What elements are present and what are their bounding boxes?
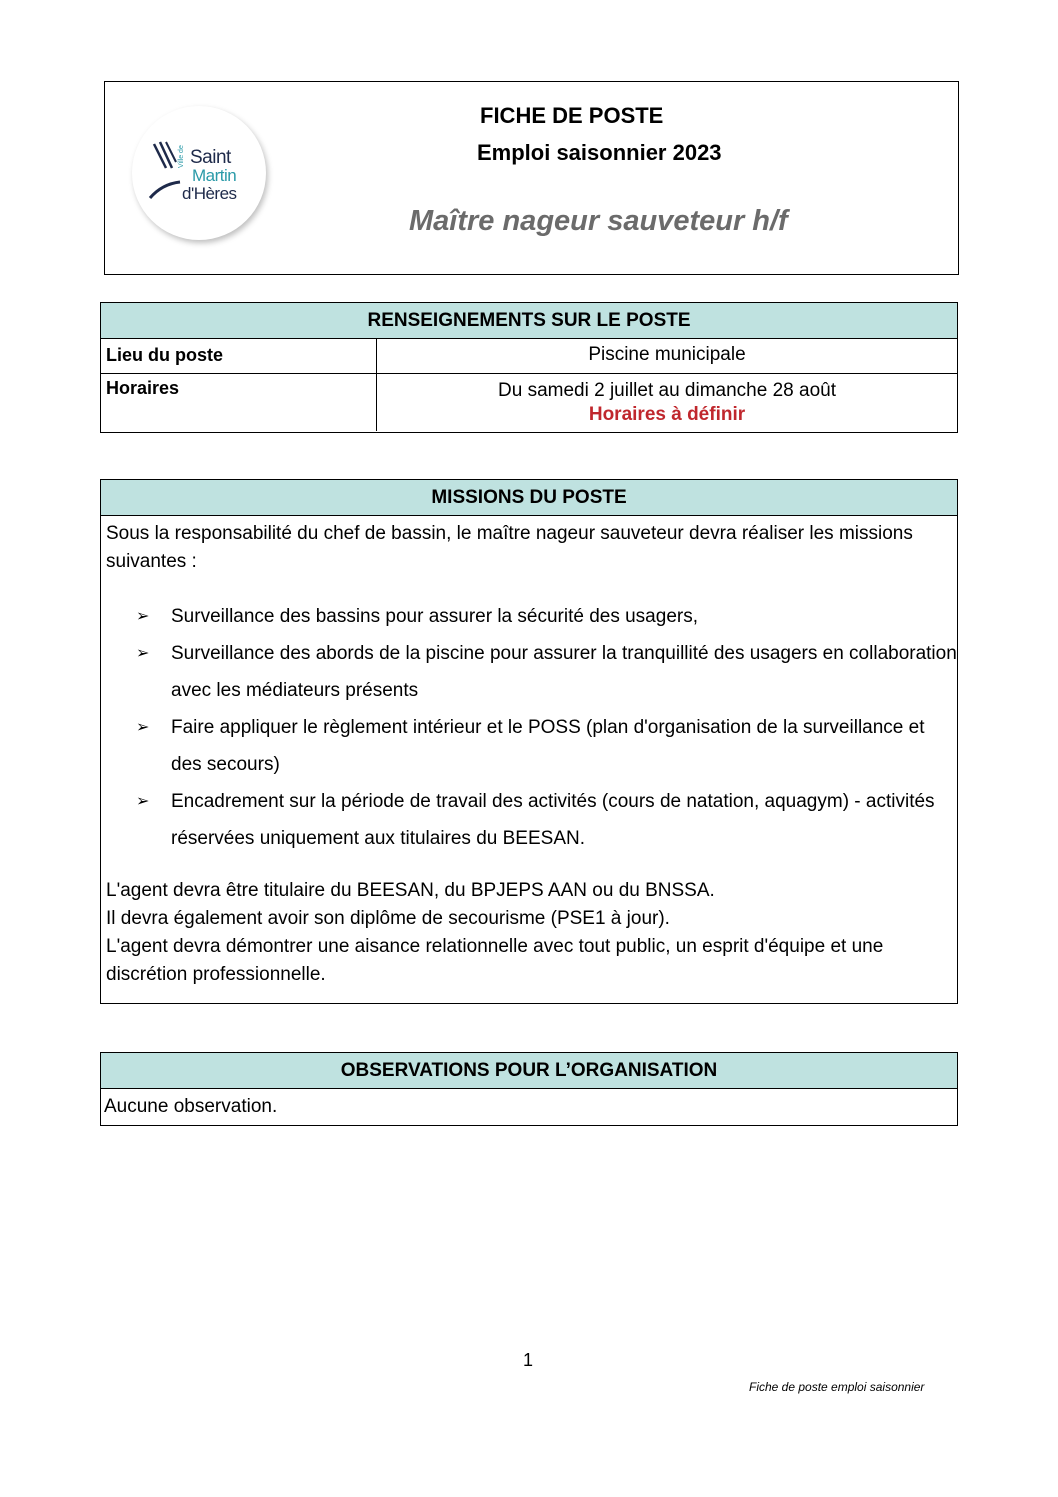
logo-saint: Saint: [190, 147, 231, 168]
horaires-label: Horaires: [101, 374, 377, 431]
lieu-value: Piscine municipale: [588, 344, 746, 365]
horaires-value: Du samedi 2 juillet au dimanche 28 août: [498, 380, 836, 401]
logo-heres: d'Hères: [182, 184, 237, 203]
requirements: [101, 865, 957, 993]
horaires-note: Horaires à définir: [588, 404, 746, 425]
horaires-row: [101, 374, 957, 432]
footer-text: Fiche de poste emploi saisonnier: [749, 1380, 925, 1394]
list-item: ➢ Faire appliquer le règlement intérieur et le POSS (plan d'organisation de la surveillance et des secours): [136, 709, 957, 783]
missions-section: [100, 479, 958, 1004]
page-number: 1: [523, 1350, 534, 1370]
requirement-soft-skills: L'agent devra démontrer une aisance relationnelle avec tout public, un esprit d'équipe et une discrétion professionnelle.: [106, 936, 884, 985]
missions-heading: MISSIONS DU POSTE: [101, 480, 957, 516]
arrow-bullet-icon: ➢: [136, 608, 150, 625]
lieu-row: [101, 339, 957, 374]
observations-section: [100, 1052, 958, 1126]
observations-text: Aucune observation.: [104, 1096, 278, 1117]
arrow-bullet-icon: ➢: [136, 645, 150, 662]
arrow-bullet-icon: ➢: [136, 719, 150, 736]
missions-intro: Sous la responsabilité du chef de bassin, le maître nageur sauveteur devra réaliser les missions suivantes :: [106, 523, 913, 572]
requirement-first-aid: Il devra également avoir son diplôme de secourisme (PSE1 à jour).: [106, 908, 670, 929]
document-title: FICHE DE POSTE: [480, 103, 664, 128]
arrow-bullet-icon: ➢: [136, 793, 150, 810]
list-item: ➢ Surveillance des bassins pour assurer la sécurité des usagers,: [136, 598, 957, 635]
lieu-label: Lieu du poste: [101, 339, 377, 373]
missions-list: [101, 598, 957, 857]
logo-martin: Martin: [192, 166, 237, 185]
logo-ville-de: Ville de: [178, 145, 185, 168]
saint-martin-dheres-logo: [132, 106, 266, 240]
list-item: ➢ Encadrement sur la période de travail des activités (cours de natation, aquagym) - activités réservées uniquement aux titulaires du BEESAN.: [136, 783, 957, 857]
document-subtitle: Emploi saisonnier 2023: [477, 140, 722, 165]
list-item: ➢ Surveillance des abords de la piscine pour assurer la tranquillité des usagers en collaboration avec les médiateurs présents: [136, 635, 957, 709]
observations-heading: OBSERVATIONS POUR L’ORGANISATION: [101, 1053, 957, 1089]
renseignements-heading: RENSEIGNEMENTS SUR LE POSTE: [101, 303, 957, 339]
job-title: Maître nageur sauveteur h/f: [409, 205, 788, 237]
renseignements-section: [100, 302, 958, 433]
horaires-cell: [377, 374, 957, 432]
requirement-diploma: L'agent devra être titulaire du BEESAN, du BPJEPS AAN ou du BNSSA.: [106, 880, 715, 901]
